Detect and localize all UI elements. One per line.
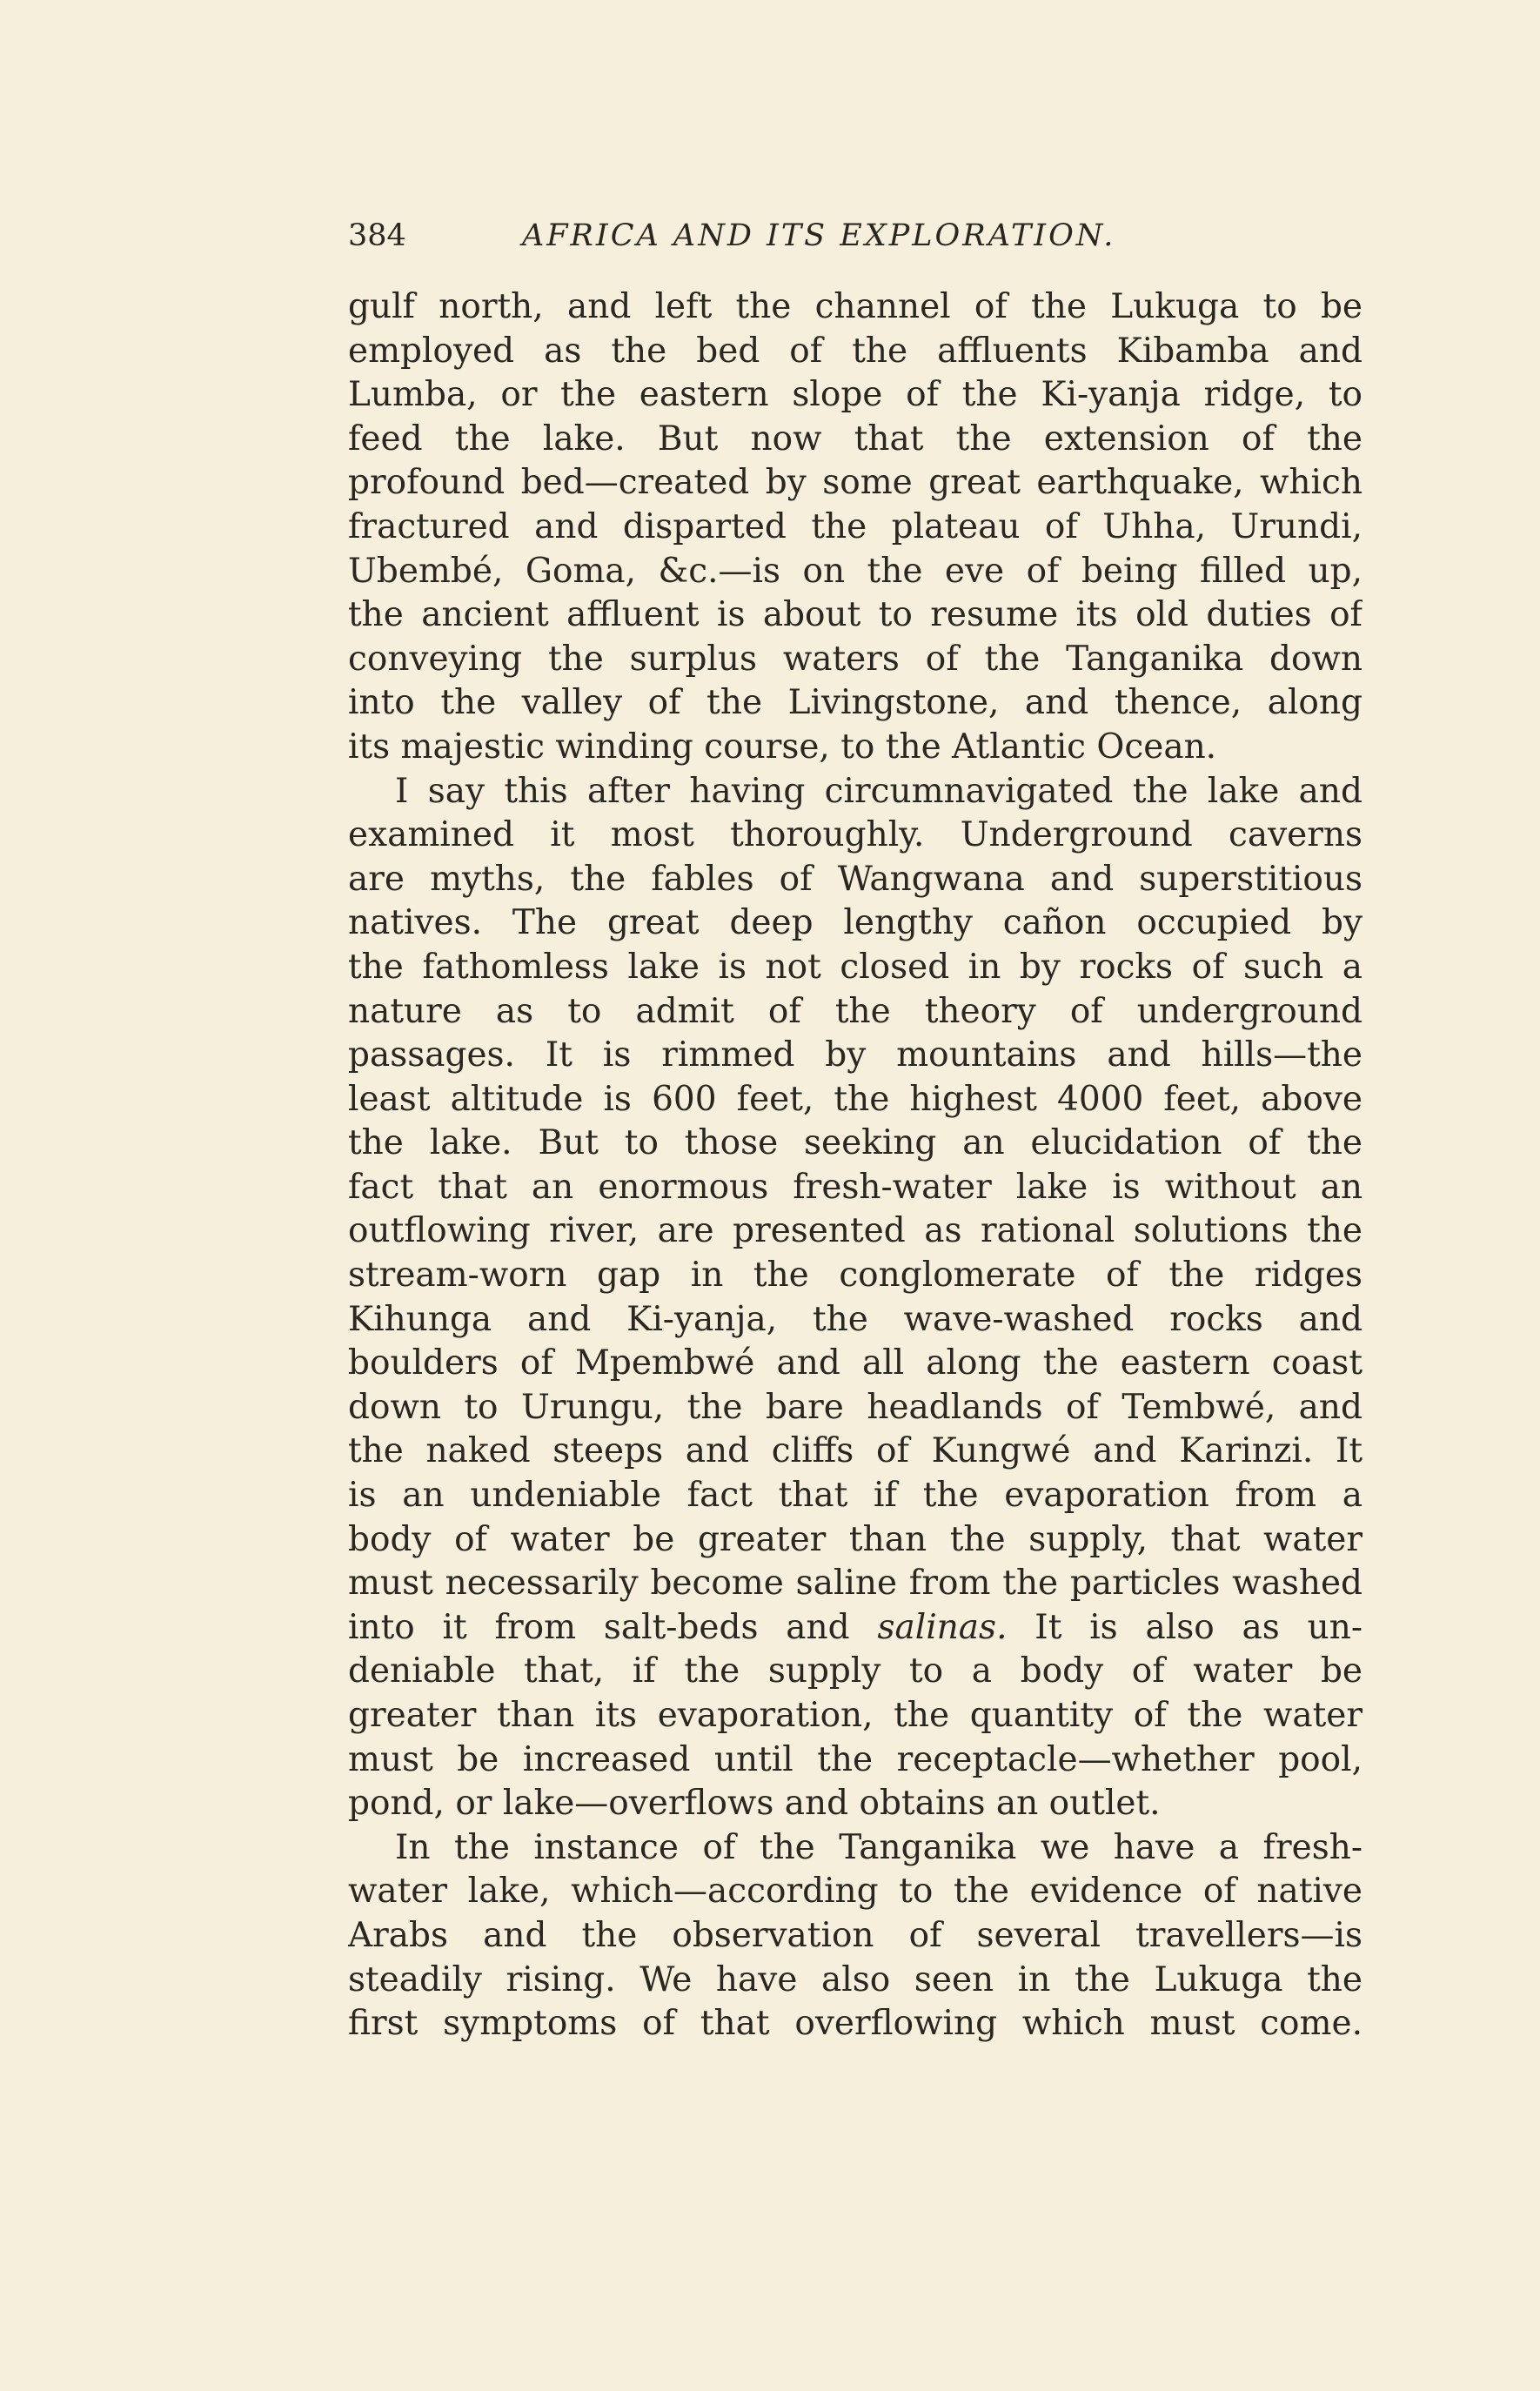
running-title: AFRICA AND ITS EXPLORATION. [522,218,1116,253]
text-line: steadily rising. We have also seen in the Lukuga the [348,1959,1363,1999]
text-line: I say this after having circumnavigated the lake and [395,771,1363,811]
text-line: fact that an enormous fresh-water lake is without an [348,1167,1363,1207]
line-end: It is also as un- [1034,1607,1363,1647]
text-line: deniable that, if the supply to a body of water be [348,1651,1363,1691]
text-line: fractured and disparted the plateau of Uhha, Urundi, [348,506,1363,546]
text-line: into the valley of the Livingstone, and thence, along [348,683,1363,723]
text-line: are myths, the fables of Wangwana and superstitious [348,859,1363,899]
text-line: must necessarily become saline from the particles washed [348,1564,1363,1604]
italic-word: salinas. [877,1607,1008,1647]
text-line: nature as to admit of the theory of underground [348,991,1363,1031]
text-line: Kihunga and Ki-yanja, the wave-washed rocks and [348,1299,1363,1339]
body-text [348,285,1363,2046]
text-line-with-italic [348,1606,1363,1651]
text-line: the naked steeps and cliffs of Kungwé and Karinzi. It [348,1431,1363,1471]
text-line: examined it most thoroughly. Underground caverns [348,815,1363,855]
text-line: down to Urungu, the bare headlands of Tembwé, and [348,1387,1363,1427]
text-line: the lake. But to those seeking an elucidation of the [348,1123,1363,1163]
page-number: 384 [348,218,406,253]
text-line: must be increased until the receptacle—whether pool, [348,1739,1363,1779]
text-line: water lake, which—according to the evidence of native [348,1872,1363,1912]
text-line: its majestic winding course, to the Atlantic Ocean. [348,727,1217,767]
text-line: the fathomless lake is not closed in by rocks of such a [348,947,1363,987]
text-line: natives. The great deep lengthy cañon occupied by [348,903,1363,943]
text-line: is an undeniable fact that if the evaporation from a [348,1476,1363,1516]
text-line: feed the lake. But now that the extension of the [348,419,1363,459]
text-line: Arabs and the observation of several travellers—is [348,1915,1363,1955]
text-line: the ancient affluent is about to resume its old duties of [348,595,1363,635]
text-line: gulf north, and left the channel of the Lukuga to be [348,287,1363,326]
text-line: employed as the bed of the affluents Kibamba and [348,331,1363,371]
text-line: outflowing river, are presented as rational solutions the [348,1211,1363,1251]
text-line: Lumba, or the eastern slope of the Ki-yanja ridge, to [348,375,1363,415]
text-line: pond, or lake—overflows and obtains an outlet. [348,1784,1161,1824]
text-line: passages. It is rimmed by mountains and hills—the [348,1035,1363,1075]
text-line: greater than its evaporation, the quantity of the water [348,1696,1363,1735]
text-line: Ubembé, Goma, &c.—is on the eve of being filled up, [348,551,1363,591]
text-line: stream-worn gap in the conglomerate of the ridges [348,1256,1363,1296]
text-line: body of water be greater than the supply, that water [348,1519,1363,1559]
text-line: boulders of Mpembwé and all along the eastern coast [348,1343,1363,1383]
line-start: into it from salt-beds and [348,1607,850,1647]
text-line: least altitude is 600 feet, the highest 4000 feet, above [348,1079,1363,1119]
text-line: profound bed—created by some great earthquake, which [348,463,1363,503]
running-head [348,214,1357,258]
text-line: first symptoms of that overflowing which must come. [348,2004,1363,2044]
text-line: conveying the surplus waters of the Tanganika down [348,639,1363,679]
text-line: In the instance of the Tanganika we have a fresh- [395,1827,1363,1867]
